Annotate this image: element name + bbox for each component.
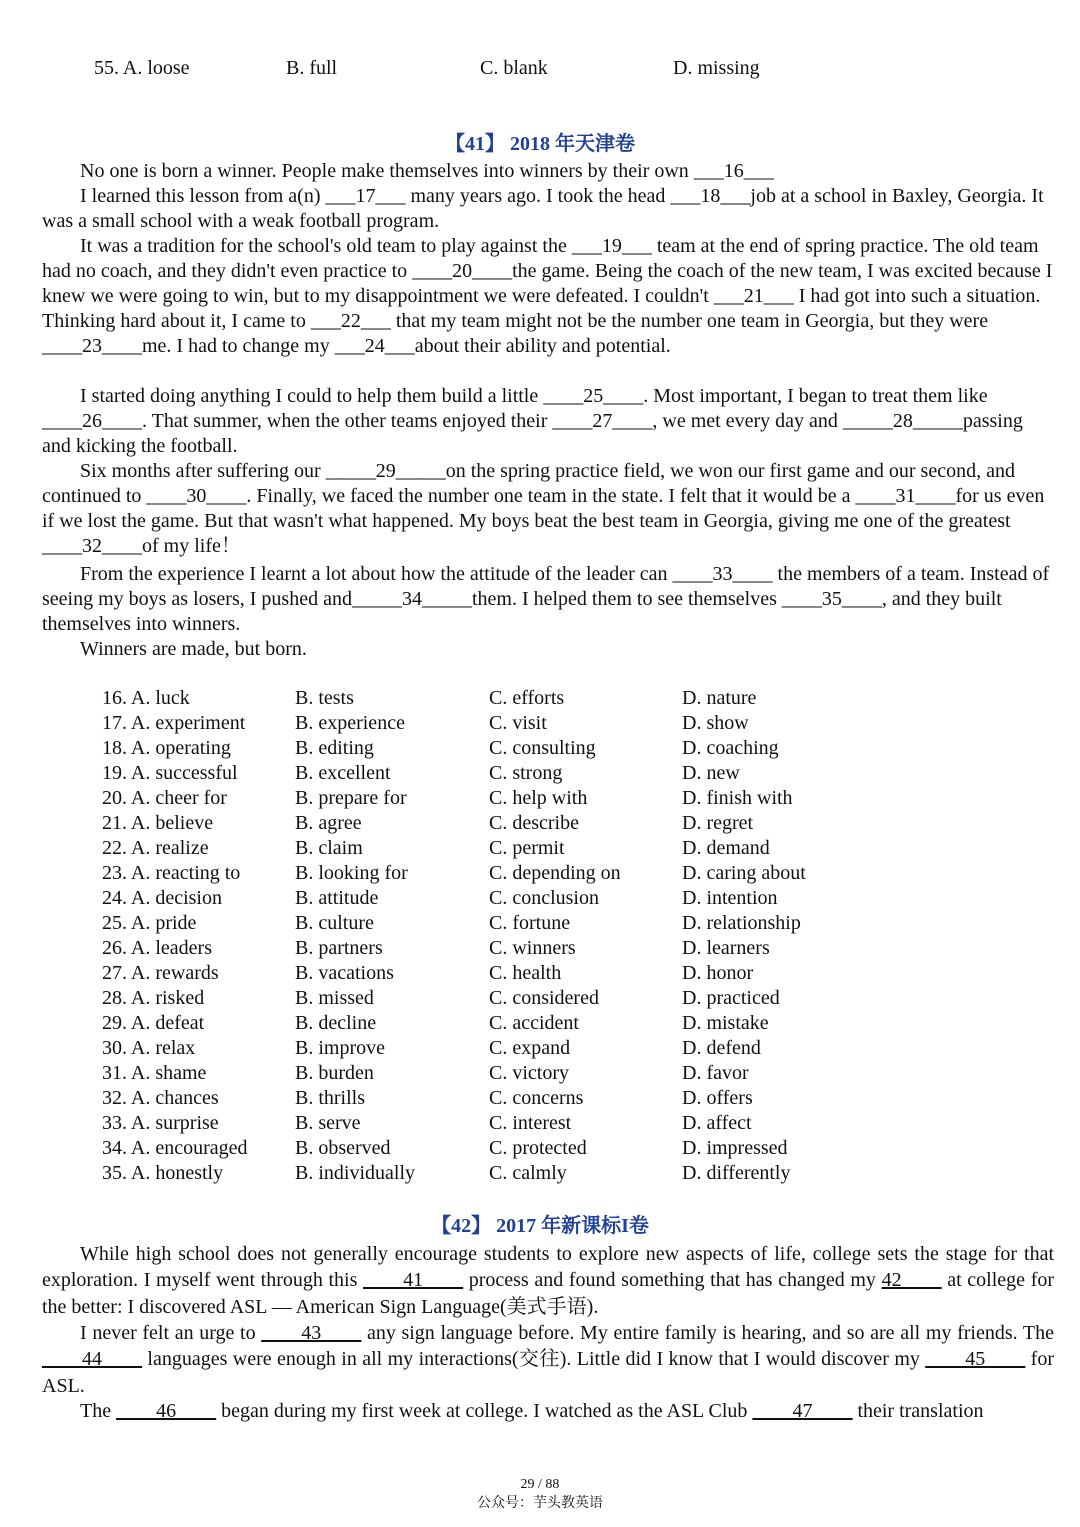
option-c: C. conclusion: [489, 887, 599, 909]
option-b: B. observed: [295, 1137, 391, 1159]
option-a: 26. A. leaders: [102, 937, 212, 959]
option-c: C. concerns: [489, 1087, 584, 1109]
option-row: [0, 811, 1080, 836]
blank-42: 42____: [881, 1269, 942, 1292]
option-a: 22. A. realize: [102, 837, 209, 859]
option-b: B. tests: [295, 687, 354, 709]
text: The: [80, 1400, 117, 1422]
option-d: D. nature: [682, 687, 757, 709]
option-c: C. permit: [489, 837, 565, 859]
blank-46: ____46____: [116, 1400, 217, 1422]
option-d: D. differently: [682, 1162, 791, 1184]
option-b: B. claim: [295, 837, 363, 859]
option-a: 31. A. shame: [102, 1062, 207, 1084]
option-b: B. agree: [295, 812, 362, 834]
option-c: C. help with: [489, 787, 588, 809]
page-number: 29 / 88: [520, 1477, 560, 1492]
options-list-41: [0, 686, 1080, 1186]
option-c: C. victory: [489, 1062, 569, 1084]
option-b: B. prepare for: [295, 787, 407, 809]
blank-43: ____43____: [261, 1322, 362, 1344]
option-a: 27. A. rewards: [102, 962, 219, 984]
option-a: 25. A. pride: [102, 912, 197, 934]
blank-41: ____41____: [363, 1269, 464, 1292]
option-a: 24. A. decision: [102, 887, 222, 909]
option-a: 30. A. relax: [102, 1037, 196, 1059]
section-42-heading: 【42】 2017 年新课标I卷: [431, 1215, 649, 1237]
option-d: D. regret: [682, 812, 754, 834]
option-a: 20. A. cheer for: [102, 787, 227, 809]
option-55-b: B. full: [286, 57, 338, 79]
option-a: 17. A. experiment: [102, 712, 246, 734]
option-d: D. offers: [682, 1087, 753, 1109]
option-row: [0, 1111, 1080, 1136]
option-c: C. calmly: [489, 1162, 567, 1184]
option-c: C. visit: [489, 712, 547, 734]
option-d: D. defend: [682, 1037, 761, 1059]
option-row: [0, 886, 1080, 911]
option-a: 19. A. successful: [102, 762, 238, 784]
option-c: C. describe: [489, 812, 579, 834]
text: I never felt an urge to: [80, 1322, 262, 1344]
option-row: [0, 961, 1080, 986]
passage-41-paragraph-4: I started doing anything I could to help them build a little ____25____. Most important, I began to treat them like ____26____. That summer, when the other teams enjoyed their ____27____, we met every day and _____28_____passing and kicking the football.: [42, 385, 1023, 457]
option-a: 35. A. honestly: [102, 1162, 224, 1184]
passage-41-paragraph-2: I learned this lesson from a(n) ___17___ many years ago. I took the head ___18___job at a school in Baxley, Georgia. It was a small school with a weak football program.: [42, 185, 1044, 232]
option-d: D. relationship: [682, 912, 801, 934]
option-55-c: C. blank: [480, 57, 548, 79]
option-row: [0, 861, 1080, 886]
option-b: B. missed: [295, 987, 374, 1009]
text: at college for the better: I discovered ASL — American Sign Language(美式手语).: [42, 1269, 1055, 1318]
option-d: D. intention: [682, 887, 778, 909]
option-d: D. caring about: [682, 862, 806, 884]
passage-42-paragraph-2: [42, 1320, 1054, 1399]
option-d: D. show: [682, 712, 749, 734]
option-d: D. practiced: [682, 987, 780, 1009]
option-a: 23. A. reacting to: [102, 862, 241, 884]
option-row: [0, 786, 1080, 811]
text: process and found something that has changed my: [463, 1269, 882, 1292]
option-d: D. mistake: [682, 1012, 769, 1034]
option-row: [0, 836, 1080, 861]
option-b: B. vacations: [295, 962, 394, 984]
option-d: D. favor: [682, 1062, 749, 1084]
text: While high school does not generally encourage students to explore new aspects of life, college sets the stage for that exploration. I myself went through this: [42, 1243, 1054, 1292]
option-row: [0, 736, 1080, 761]
option-a: 18. A. operating: [102, 737, 231, 759]
blank-45: ____45____: [925, 1348, 1026, 1371]
option-b: B. attitude: [295, 887, 379, 909]
option-d: D. new: [682, 762, 740, 784]
option-b: B. burden: [295, 1062, 374, 1084]
passage-42-paragraph-3: [42, 1398, 1054, 1424]
option-a: 33. A. surprise: [102, 1112, 219, 1134]
option-row: [0, 1086, 1080, 1111]
option-55-a: 55. A. loose: [94, 57, 190, 79]
option-c: C. depending on: [489, 862, 621, 884]
option-row: [0, 761, 1080, 786]
option-c: C. efforts: [489, 687, 565, 709]
option-c: C. protected: [489, 1137, 587, 1159]
option-b: B. individually: [295, 1162, 415, 1184]
option-a: 16. A. luck: [102, 687, 190, 709]
option-row: [0, 936, 1080, 961]
option-row: [0, 911, 1080, 936]
option-b: B. culture: [295, 912, 374, 934]
option-b: B. looking for: [295, 862, 408, 884]
option-c: C. strong: [489, 762, 563, 784]
option-row: [0, 686, 1080, 711]
option-row: [0, 1061, 1080, 1086]
option-b: B. experience: [295, 712, 405, 734]
option-a: 21. A. believe: [102, 812, 214, 834]
option-a: 28. A. risked: [102, 987, 205, 1009]
option-d: D. demand: [682, 837, 770, 859]
option-c: C. winners: [489, 937, 576, 959]
option-b: B. decline: [295, 1012, 377, 1034]
blank-47: ____47____: [752, 1400, 853, 1422]
passage-41-paragraph-5: Six months after suffering our _____29_____on the spring practice field, we won our first game and our second, and continued to ____30____. Finally, we faced the number one team in the state. I felt that it would be a ____31____for us even if we lost the game. But that wasn't what happened. My boys beat the best team in Georgia, giving me one of the greatest ____32____of my life！: [42, 460, 1045, 557]
option-d: D. honor: [682, 962, 754, 984]
passage-41-paragraph-7: Winners are made, but born.: [80, 638, 307, 660]
option-a: 29. A. defeat: [102, 1012, 205, 1034]
option-row: [0, 1136, 1080, 1161]
option-c: C. considered: [489, 987, 599, 1009]
option-b: B. serve: [295, 1112, 361, 1134]
option-a: 32. A. chances: [102, 1087, 219, 1109]
option-55-d: D. missing: [673, 57, 760, 79]
option-c: C. interest: [489, 1112, 572, 1134]
option-d: D. impressed: [682, 1137, 788, 1159]
passage-41-paragraph-1: No one is born a winner. People make themselves into winners by their own ___16___: [80, 160, 774, 182]
option-row: [0, 711, 1080, 736]
option-c: C. health: [489, 962, 562, 984]
option-b: B. improve: [295, 1037, 385, 1059]
option-c: C. fortune: [489, 912, 571, 934]
option-b: B. excellent: [295, 762, 391, 784]
option-b: B. partners: [295, 937, 383, 959]
option-row: [0, 986, 1080, 1011]
option-row: [0, 1036, 1080, 1061]
option-c: C. accident: [489, 1012, 579, 1034]
text: began during my first week at college. I watched as the ASL Club: [216, 1400, 753, 1422]
footer-account: 公众号：芋头教英语: [477, 1496, 603, 1511]
option-row: [0, 1161, 1080, 1186]
option-b: B. editing: [295, 737, 374, 759]
section-41-heading: 【41】 2018 年天津卷: [445, 133, 635, 155]
text: languages were enough in all my interactions(交往). Little did I know that I would discover my: [142, 1348, 926, 1371]
passage-42-paragraph-1: [42, 1241, 1054, 1320]
blank-44: ____44____: [42, 1348, 142, 1371]
option-d: D. coaching: [682, 737, 779, 759]
text: any sign language before. My entire family is hearing, and so are all my friends. The: [361, 1322, 1054, 1344]
option-d: D. finish with: [682, 787, 793, 809]
option-b: B. thrills: [295, 1087, 366, 1109]
text: for ASL.: [42, 1348, 1054, 1397]
option-c: C. expand: [489, 1037, 571, 1059]
option-row: [0, 1011, 1080, 1036]
passage-41-paragraph-3: It was a tradition for the school's old team to play against the ___19___ team at the end of spring practice. The old team had no coach, and they didn't even practice to ____20____the game. Being the coach of the new team, I was excited because I knew we were going to win, but to my disappointment we were defeated. I couldn't ___21___ I had got into such a situation. Thinking hard about it, I came to ___22___ that my team might not be the number one team in Georgia, but they were ____23____me. I had to change my ___24___about their ability and potential.: [42, 235, 1053, 357]
option-a: 34. A. encouraged: [102, 1137, 248, 1159]
option-d: D. learners: [682, 937, 770, 959]
text: their translation: [852, 1400, 984, 1422]
passage-41-paragraph-6: From the experience I learnt a lot about how the attitude of the leader can ____33____ the members of a team. Instead of seeing my boys as losers, I pushed and_____34_____them. I helped them to see themselves ____35____, and they built themselves into winners.: [42, 563, 1050, 635]
option-d: D. affect: [682, 1112, 752, 1134]
option-c: C. consulting: [489, 737, 596, 759]
